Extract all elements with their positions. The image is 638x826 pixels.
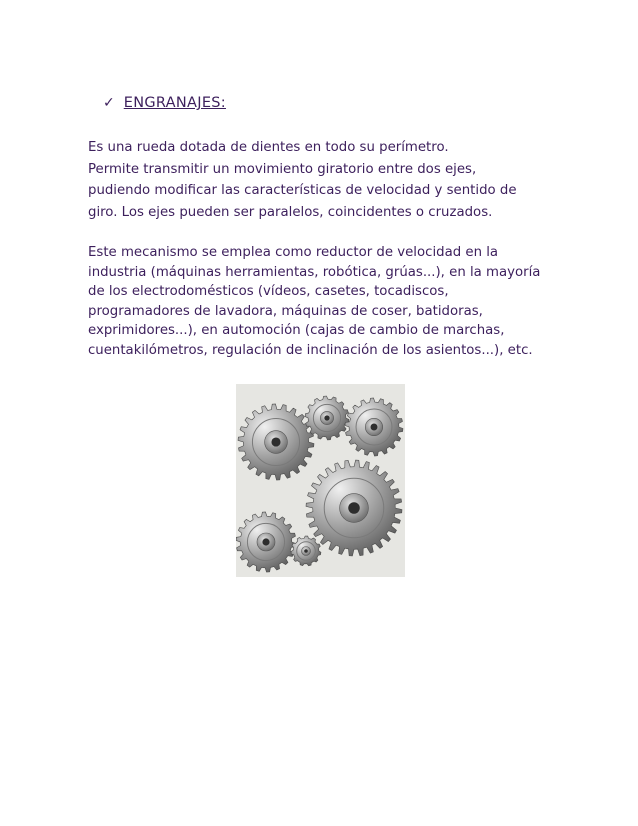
gear-icon — [238, 404, 314, 480]
heading-title: ENGRANAJES: — [123, 95, 226, 111]
paragraph-applications — [88, 243, 568, 361]
section-heading — [103, 95, 226, 111]
gear-icon — [305, 396, 349, 440]
paragraph-line: giro. Los ejes pueden ser paralelos, coincidentes o cruzados. — [88, 204, 493, 220]
gear-icon — [236, 512, 296, 572]
paragraph-line: Este mecanismo se emplea como reductor de velocidad en la — [88, 245, 499, 260]
gear-icon — [306, 460, 402, 556]
paragraph-line: cuentakilómetros, regulación de inclinación de los asientos...), etc. — [88, 342, 533, 358]
gear-icon — [345, 398, 403, 456]
gears-image — [236, 384, 405, 577]
paragraph-line: Es una rueda dotada de dientes en todo su perímetro. — [88, 140, 449, 155]
paragraph-definition — [88, 137, 568, 223]
paragraph-line: exprimidores...), en automoción (cajas de cambio de marchas, — [88, 323, 505, 339]
paragraph-line: pudiendo modificar las características de velocidad y sentido de — [88, 183, 517, 198]
paragraph-line: de los electrodomésticos (vídeos, casetes, tocadiscos, — [88, 284, 449, 300]
gears-illustration — [236, 384, 405, 577]
paragraph-line: industria (máquinas herramientas, robótica, grúas...), en la mayoría — [88, 264, 541, 280]
paragraph-line: Permite transmitir un movimiento giratorio entre dos ejes, — [88, 161, 477, 177]
gear-icon — [291, 536, 321, 566]
checkmark-icon: ✓ — [103, 95, 115, 111]
paragraph-line: programadores de lavadora, máquinas de coser, batidoras, — [88, 303, 483, 319]
